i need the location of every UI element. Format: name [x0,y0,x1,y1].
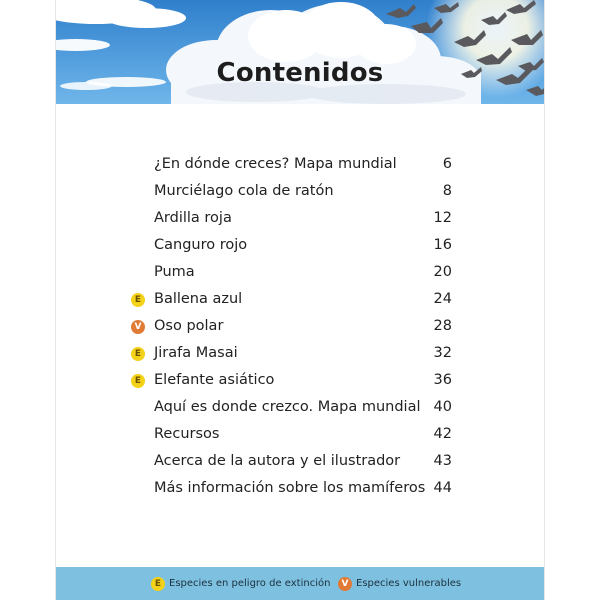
toc-entry-title: Elefante asiático [154,372,275,388]
toc-entry[interactable] [56,395,544,422]
toc-entry-page: 12 [433,210,452,226]
vulnerable-badge-icon: V [131,320,145,334]
toc-entry[interactable] [56,314,544,341]
legend-endangered-label: Especies en peligro de extinción [169,578,331,589]
toc-entry[interactable] [56,179,544,206]
toc-entry-title: Ballena azul [154,291,243,307]
toc-entry-page: 43 [433,453,452,469]
toc-entry-page: 42 [433,426,452,442]
toc-entry[interactable] [56,287,544,314]
legend-footer [56,567,544,600]
toc-entry[interactable] [56,341,544,368]
toc-entry-page: 28 [433,318,452,334]
endangered-badge-icon: E [131,293,145,307]
sky-banner [56,0,544,104]
toc-entry-page: 44 [433,480,452,496]
toc-entry-title: Más información sobre los mamíferos [154,480,426,496]
toc-entry-page: 24 [433,291,452,307]
toc-entry-title: Puma [154,264,195,280]
toc-entry-title: Aquí es donde crezco. Mapa mundial [154,399,421,415]
toc-entry-title: Murciélago cola de ratón [154,183,334,199]
toc-entry[interactable] [56,476,544,503]
toc-entry-title: Oso polar [154,318,224,334]
book-page [55,0,545,600]
toc-entry[interactable] [56,233,544,260]
toc-entry-page: 16 [433,237,452,253]
endangered-badge-icon: E [131,374,145,388]
page-title: Contenidos [216,58,384,88]
toc-entry-title: Canguro rojo [154,237,248,253]
toc-entry[interactable] [56,368,544,395]
toc-entry-page: 8 [442,183,452,199]
toc-entry[interactable] [56,152,544,179]
endangered-badge-icon: E [131,347,145,361]
toc-entry-title: Jirafa Masai [154,345,238,361]
toc-entry-page: 6 [442,156,452,172]
toc-entry-title: Acerca de la autora y el ilustrador [154,453,401,469]
toc-entry-page: 36 [433,372,452,388]
toc-entry-title: Ardilla roja [154,210,232,226]
toc-entry-page: 40 [433,399,452,415]
toc-entry-page: 32 [433,345,452,361]
vulnerable-badge-icon: V [338,577,352,591]
legend-vulnerable-label: Especies vulnerables [356,578,462,589]
toc-entry-page: 20 [433,264,452,280]
toc-entry[interactable] [56,449,544,476]
toc-entry-title: Recursos [154,426,220,442]
toc-entry[interactable] [56,206,544,233]
toc-entry[interactable] [56,260,544,287]
toc-entry-title: ¿En dónde creces? Mapa mundial [154,156,397,172]
toc-entry[interactable] [56,422,544,449]
endangered-badge-icon: E [151,577,165,591]
